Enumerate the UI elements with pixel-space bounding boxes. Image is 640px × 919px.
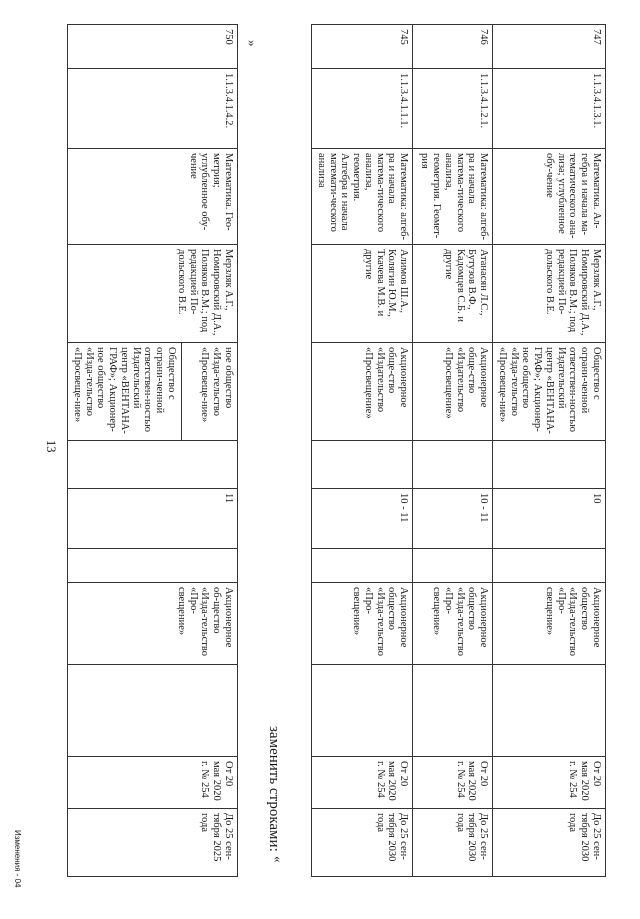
publisher-cell: Общество с ограни-ченной ответствен-ностью Издательский центр «ВЕНТАНА-ГРАФ»; Акционер-ное общество «Изда-тельство «Просвеще-ние» (493, 343, 606, 441)
table-row (413, 25, 493, 877)
rights-holder-cell: Акционерное общество «Изда-тельство «Про-свещение» (413, 583, 493, 665)
publisher-cell: Акционерное обще-ство «Издательство «Просвещение» (312, 343, 413, 441)
empty-cell (68, 665, 238, 757)
empty-cell (413, 441, 493, 489)
row-number-cell: 746 (413, 25, 493, 69)
rights-holder-cell: Акционерное общество «Изда-тельство «Про-свещение» (493, 583, 606, 665)
row-number-cell: 750 (68, 25, 238, 69)
page-number: 13 (44, 440, 58, 453)
deadline-cell: До 25 сен-тября 2030 года (312, 809, 413, 877)
title-cell: Математика: алгеб-ра и начала матема-тического анализа, геометрия. Алгебра и начала математи-ческого анализа (312, 149, 413, 245)
rights-holder-cell: Акционерное об-щество «Изда-тельство «Про-свещение» (68, 583, 238, 665)
title-cell: Математика. Ал-гебра и начала ма-тематического ана-лиза; углубленное обу-чение (493, 149, 606, 245)
empty-cell (68, 549, 238, 583)
order-cell: От 20 мая 2020 г. № 254 (413, 757, 493, 809)
grade-cell: 10 - 11 (413, 489, 493, 549)
publisher-cell (68, 343, 238, 441)
row-number-cell: 745 (312, 25, 413, 69)
empty-cell (413, 549, 493, 583)
replacement-table (311, 24, 606, 877)
authors-cell: Мерзляк А.Г., Номировский Д.А., Поляков В.М.; под редакцией По-дольского В.Е. (493, 245, 606, 343)
empty-cell (312, 441, 413, 489)
grade-cell: 10 (493, 489, 606, 549)
grade-cell: 10 - 11 (312, 489, 413, 549)
closing-quote: » (245, 40, 260, 47)
empty-cell (312, 665, 413, 757)
empty-cell (413, 665, 493, 757)
table-row (312, 25, 413, 877)
title-cell: Математика. Гео-метрия; углубленное обу-чение (68, 149, 238, 245)
authors-cell: Алимов Ш.А., Колягин Ю.М., Ткачева М.В. и другие (312, 245, 413, 343)
empty-cell (493, 665, 606, 757)
rights-holder-cell: Акционерное общество «Изда-тельство «Про-свещение» (312, 583, 413, 665)
empty-cell (312, 549, 413, 583)
footer-note: Изменения - 04 (13, 830, 22, 888)
replace-caption: заменить строками: (266, 726, 282, 852)
order-cell: От 20 мая 2020 г. № 254 (312, 757, 413, 809)
row-number-cell: 747 (493, 25, 606, 69)
deadline-cell: До 25 сен-тября 2025 года (68, 809, 238, 877)
top-table (67, 24, 238, 877)
authors-cell: Мерзляк А.Г., Номировский Д.А., Поляков В.М.; под редакцией По-дольского В.Е. (68, 245, 238, 343)
publisher-text: Общество с ограни-ченной ответствен-ностью Издательский центр «ВЕНТАНА-ГРАФ»; Акционер-ное общество «Изда-тельство «Просвеще-ние» (72, 347, 177, 434)
code-cell: 1.1.3.4.1.3.1. (493, 69, 606, 149)
order-cell: От 20 мая 2020 г. № 254 (493, 757, 606, 809)
code-cell: 1.1.3.4.1.4.2. (68, 69, 238, 149)
fragment-publisher: ное общество «Изда-тельство «Просвеще-ние» (181, 343, 237, 440)
empty-cell (493, 441, 606, 489)
grade-cell: 11 (68, 489, 238, 549)
table-row (68, 25, 238, 877)
deadline-cell: До 25 сен-тября 2030 года (413, 809, 493, 877)
publisher-cell: Акционерное обще-ство «Издательство «Просвещение» (413, 343, 493, 441)
table-row (493, 25, 606, 877)
code-cell: 1.1.3.4.1.2.1. (413, 69, 493, 149)
title-cell: Математика: алгеб-ра и начала матема-тического анализа, геометрия. Геомет-рия (413, 149, 493, 245)
opening-quote: « (271, 856, 286, 863)
deadline-cell: До 25 сен-тября 2030 года (493, 809, 606, 877)
empty-cell (493, 549, 606, 583)
empty-cell (68, 441, 238, 489)
authors-cell: Атанасян Л.С., Бутузов В.Ф., Кадомцев С.Б. и другие (413, 245, 493, 343)
code-cell: 1.1.3.4.1.1.1. (312, 69, 413, 149)
order-cell: От 20 мая 2020 г. № 254 (68, 757, 238, 809)
